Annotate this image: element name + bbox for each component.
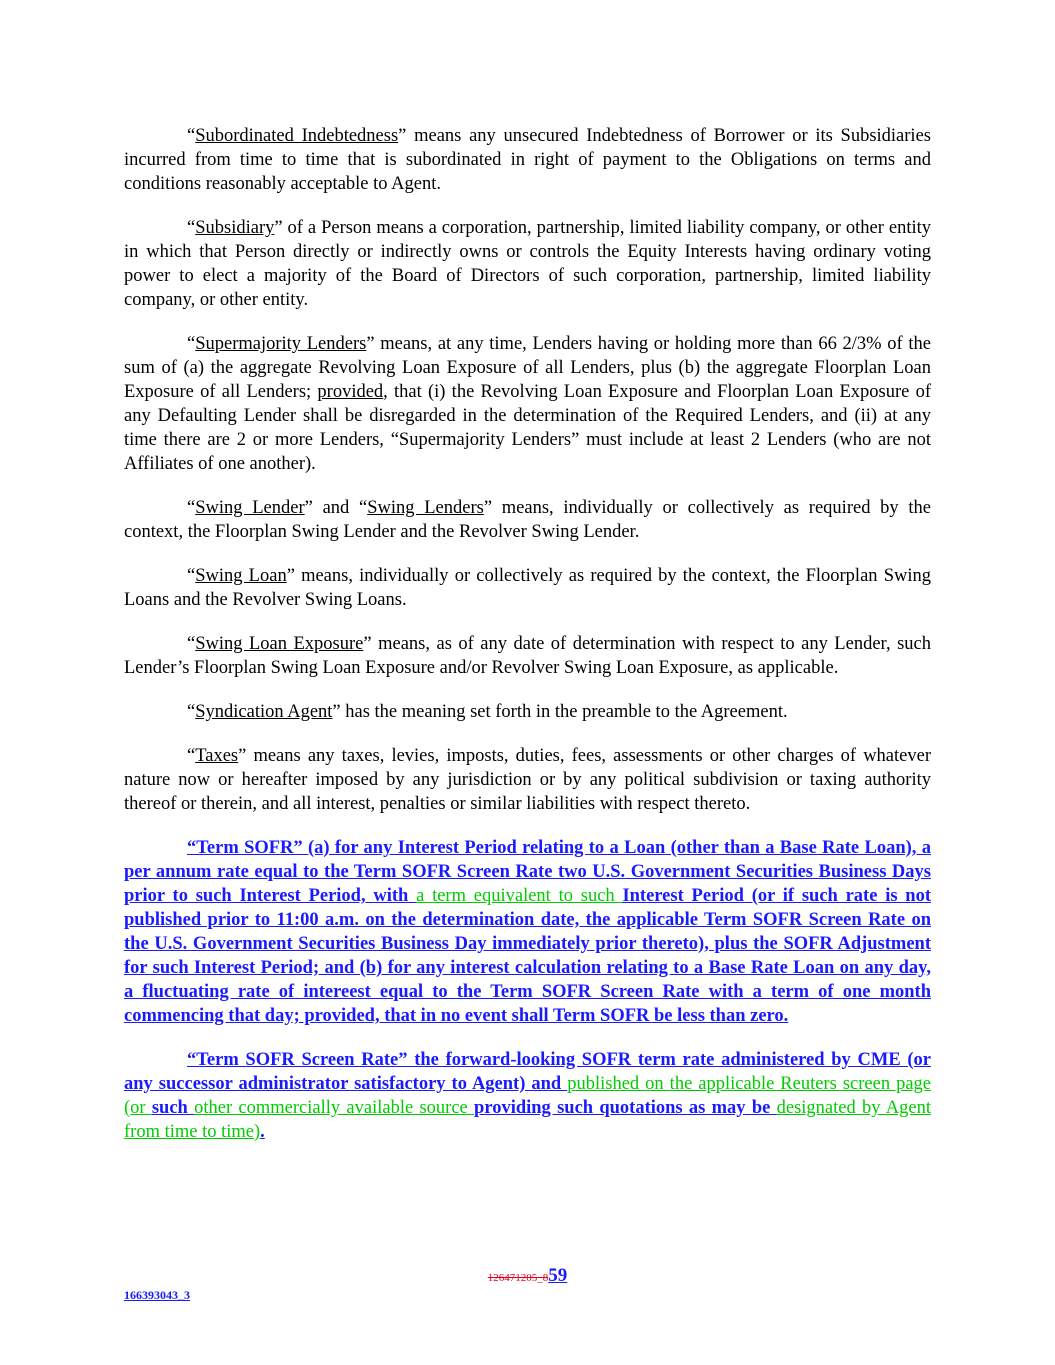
definition-term-sofr bbox=[124, 836, 931, 1028]
definition-subordinated-indebtedness: “Subordinated Indebtedness” means any unsecured Indebtedness of Borrower or its Subsidiaries incurred from time to time that is subordinated in right of payment to the Obligations on terms and conditions reasonably acceptable to Agent. bbox=[124, 126, 931, 194]
inserted-text: Interest Period (or if such rate is not published prior to 11:00 a.m. on the determination date, the applicable Term SOFR Screen Rate on the U.S. Government Securities Business Day immediately prior thereto), plus the SOFR Adjustment for such Interest Period; and (b) for any interest calculation relating to a Base Rate Loan on any day, a fluctuating rate of intereest equal to the Term SOFR Screen Rate with a term of one month commencing that day; provided, that in no event shall Term SOFR be less than zero. bbox=[124, 886, 932, 1026]
definition-syndication-agent: “Syndication Agent” has the meaning set forth in the preamble to the Agreement. bbox=[187, 702, 788, 722]
definition-text: ” has the meaning set forth in the preamble to the Agreement. bbox=[332, 702, 788, 722]
definition-swing-loan-exposure: “Swing Loan Exposure” means, as of any date of determination with respect to any Lender, such Lender’s Floorplan Swing Loan Exposure and/or Revolver Swing Loan Exposure, as applicable. bbox=[124, 634, 931, 678]
definition-text: ” means any unsecured Indebtedness of Borrower or its Subsidiaries incurred from time to time that is subordinated in right of payment to the Obligations on terms and conditions reasonably acceptable to Agent. bbox=[124, 126, 931, 194]
inserted-text: . bbox=[260, 1122, 265, 1142]
definition-text: ” and “ bbox=[304, 498, 368, 518]
inserted-text: such bbox=[151, 1098, 195, 1118]
definition-text: ” means, at any time, Lenders having or holding more than 66 2/3% of the sum of (a) the aggregate Revolving Loan Exposure of all Lenders, plus (b) the aggregate Floorplan Loan Exposure of all Lenders; bbox=[124, 334, 931, 402]
moved-text: other commercially available source bbox=[194, 1098, 475, 1118]
definition-text: , that (i) the Revolving Loan Exposure and Floorplan Loan Exposure of any Defaulting Lender shall be disregarded in the determination of the Required Lenders, and (ii) at any time there are 2 or more Lenders, “Supermajority Lenders” must include at least 2 Lenders (who are not Affiliates of one another). bbox=[124, 382, 931, 474]
moved-text: published on the applicable Reuters screen page (or bbox=[124, 1074, 932, 1118]
defined-term: Swing Lender bbox=[195, 498, 305, 518]
page-number: 59 bbox=[548, 1265, 568, 1286]
defined-term: Supermajority Lenders bbox=[195, 334, 367, 354]
definition-swing-loan: “Swing Loan” means, individually or collectively as required by the context, the Floorplan Swing Loans and the Revolver Swing Loans. bbox=[124, 566, 931, 610]
document-page bbox=[124, 124, 931, 1164]
definition-term-sofr-screen-rate bbox=[124, 1048, 931, 1144]
moved-text: a term equivalent to such bbox=[416, 886, 623, 906]
defined-term: Subordinated Indebtedness bbox=[195, 126, 399, 146]
definition-text: ” means, as of any date of determination with respect to any Lender, such Lender’s Floorplan Swing Loan Exposure and/or Revolver Swing Loan Exposure, as applicable. bbox=[124, 634, 931, 678]
inserted-text: providing such quotations as may be bbox=[474, 1098, 777, 1118]
page-number-footer bbox=[0, 1265, 1055, 1287]
definition-text: ” of a Person means a corporation, partnership, limited liability company, or other entity in which that Person directly or indirectly owns or controls the Equity Interests having ordinary voting power to elect a majority of the Board of Directors of such corporation, partnership, limited liability company, or other entity. bbox=[124, 218, 931, 310]
deleted-page-reference: 126471205_8 bbox=[487, 1272, 549, 1284]
definition-swing-lender: “Swing Lender” and “Swing Lenders” means, individually or collectively as required by the context, the Floorplan Swing Lender and the Revolver Swing Lender. bbox=[124, 498, 931, 542]
provided-term: provided bbox=[317, 382, 384, 402]
definition-taxes: “Taxes” means any taxes, levies, imposts, duties, fees, assessments or other charges of whatever nature now or hereafter imposed by any jurisdiction or by any political subdivision or taxing authority thereof or therein, and all interest, penalties or similar liabilities with respect thereto. bbox=[124, 746, 931, 814]
moved-text: designated by Agent from time to time) bbox=[124, 1098, 931, 1142]
defined-term: Swing Loan bbox=[195, 566, 287, 586]
defined-term: Swing Loan Exposure bbox=[195, 634, 364, 654]
definition-subsidiary: “Subsidiary” of a Person means a corporation, partnership, limited liability company, or other entity in which that Person directly or indirectly owns or controls the Equity Interests having ordinary voting power to elect a majority of the Board of Directors of such corporation, partnership, limited liability company, or other entity. bbox=[124, 218, 931, 310]
document-id: 166393043_3 bbox=[124, 1288, 190, 1302]
definition-supermajority-lenders: “Supermajority Lenders” means, at any time, Lenders having or holding more than 66 2/3% of the sum of (a) the aggregate Revolving Loan Exposure of all Lenders, plus (b) the aggregate Floorplan Loan Exposure of all Lenders; provided, that (i) the Revolving Loan Exposure and Floorplan Loan Exposure of any Defaulting Lender shall be disregarded in the determination of the Required Lenders, and (ii) at any time there are 2 or more Lenders, “Supermajority Lenders” must include at least 2 Lenders (who are not Affiliates of one another). bbox=[124, 334, 931, 474]
definition-text: ” means, individually or collectively as required by the context, the Floorplan Swing Lender and the Revolver Swing Lender. bbox=[124, 498, 931, 542]
defined-term: Taxes bbox=[195, 746, 239, 766]
inserted-text: “Term SOFR” (a) for any Interest Period relating to a Loan (other than a Base Rate Loan), a per annum rate equal to the Term SOFR Screen Rate two U.S. Government Securities Business Days prior to such Interest Period, with bbox=[124, 838, 931, 906]
defined-term: Syndication Agent bbox=[195, 702, 333, 722]
defined-term: Swing Lenders bbox=[367, 498, 484, 518]
inserted-text: “Term SOFR Screen Rate” the forward-looking SOFR term rate administered by CME (or any successor administrator satisfactory to Agent) and bbox=[124, 1050, 931, 1094]
definition-text: ” means any taxes, levies, imposts, duties, fees, assessments or other charges of whatever nature now or hereafter imposed by any jurisdiction or by any political subdivision or taxing authority thereof or therein, and all interest, penalties or similar liabilities with respect thereto. bbox=[124, 746, 931, 814]
definition-text: ” means, individually or collectively as required by the context, the Floorplan Swing Loans and the Revolver Swing Loans. bbox=[124, 566, 931, 610]
defined-term: Subsidiary bbox=[195, 218, 275, 238]
